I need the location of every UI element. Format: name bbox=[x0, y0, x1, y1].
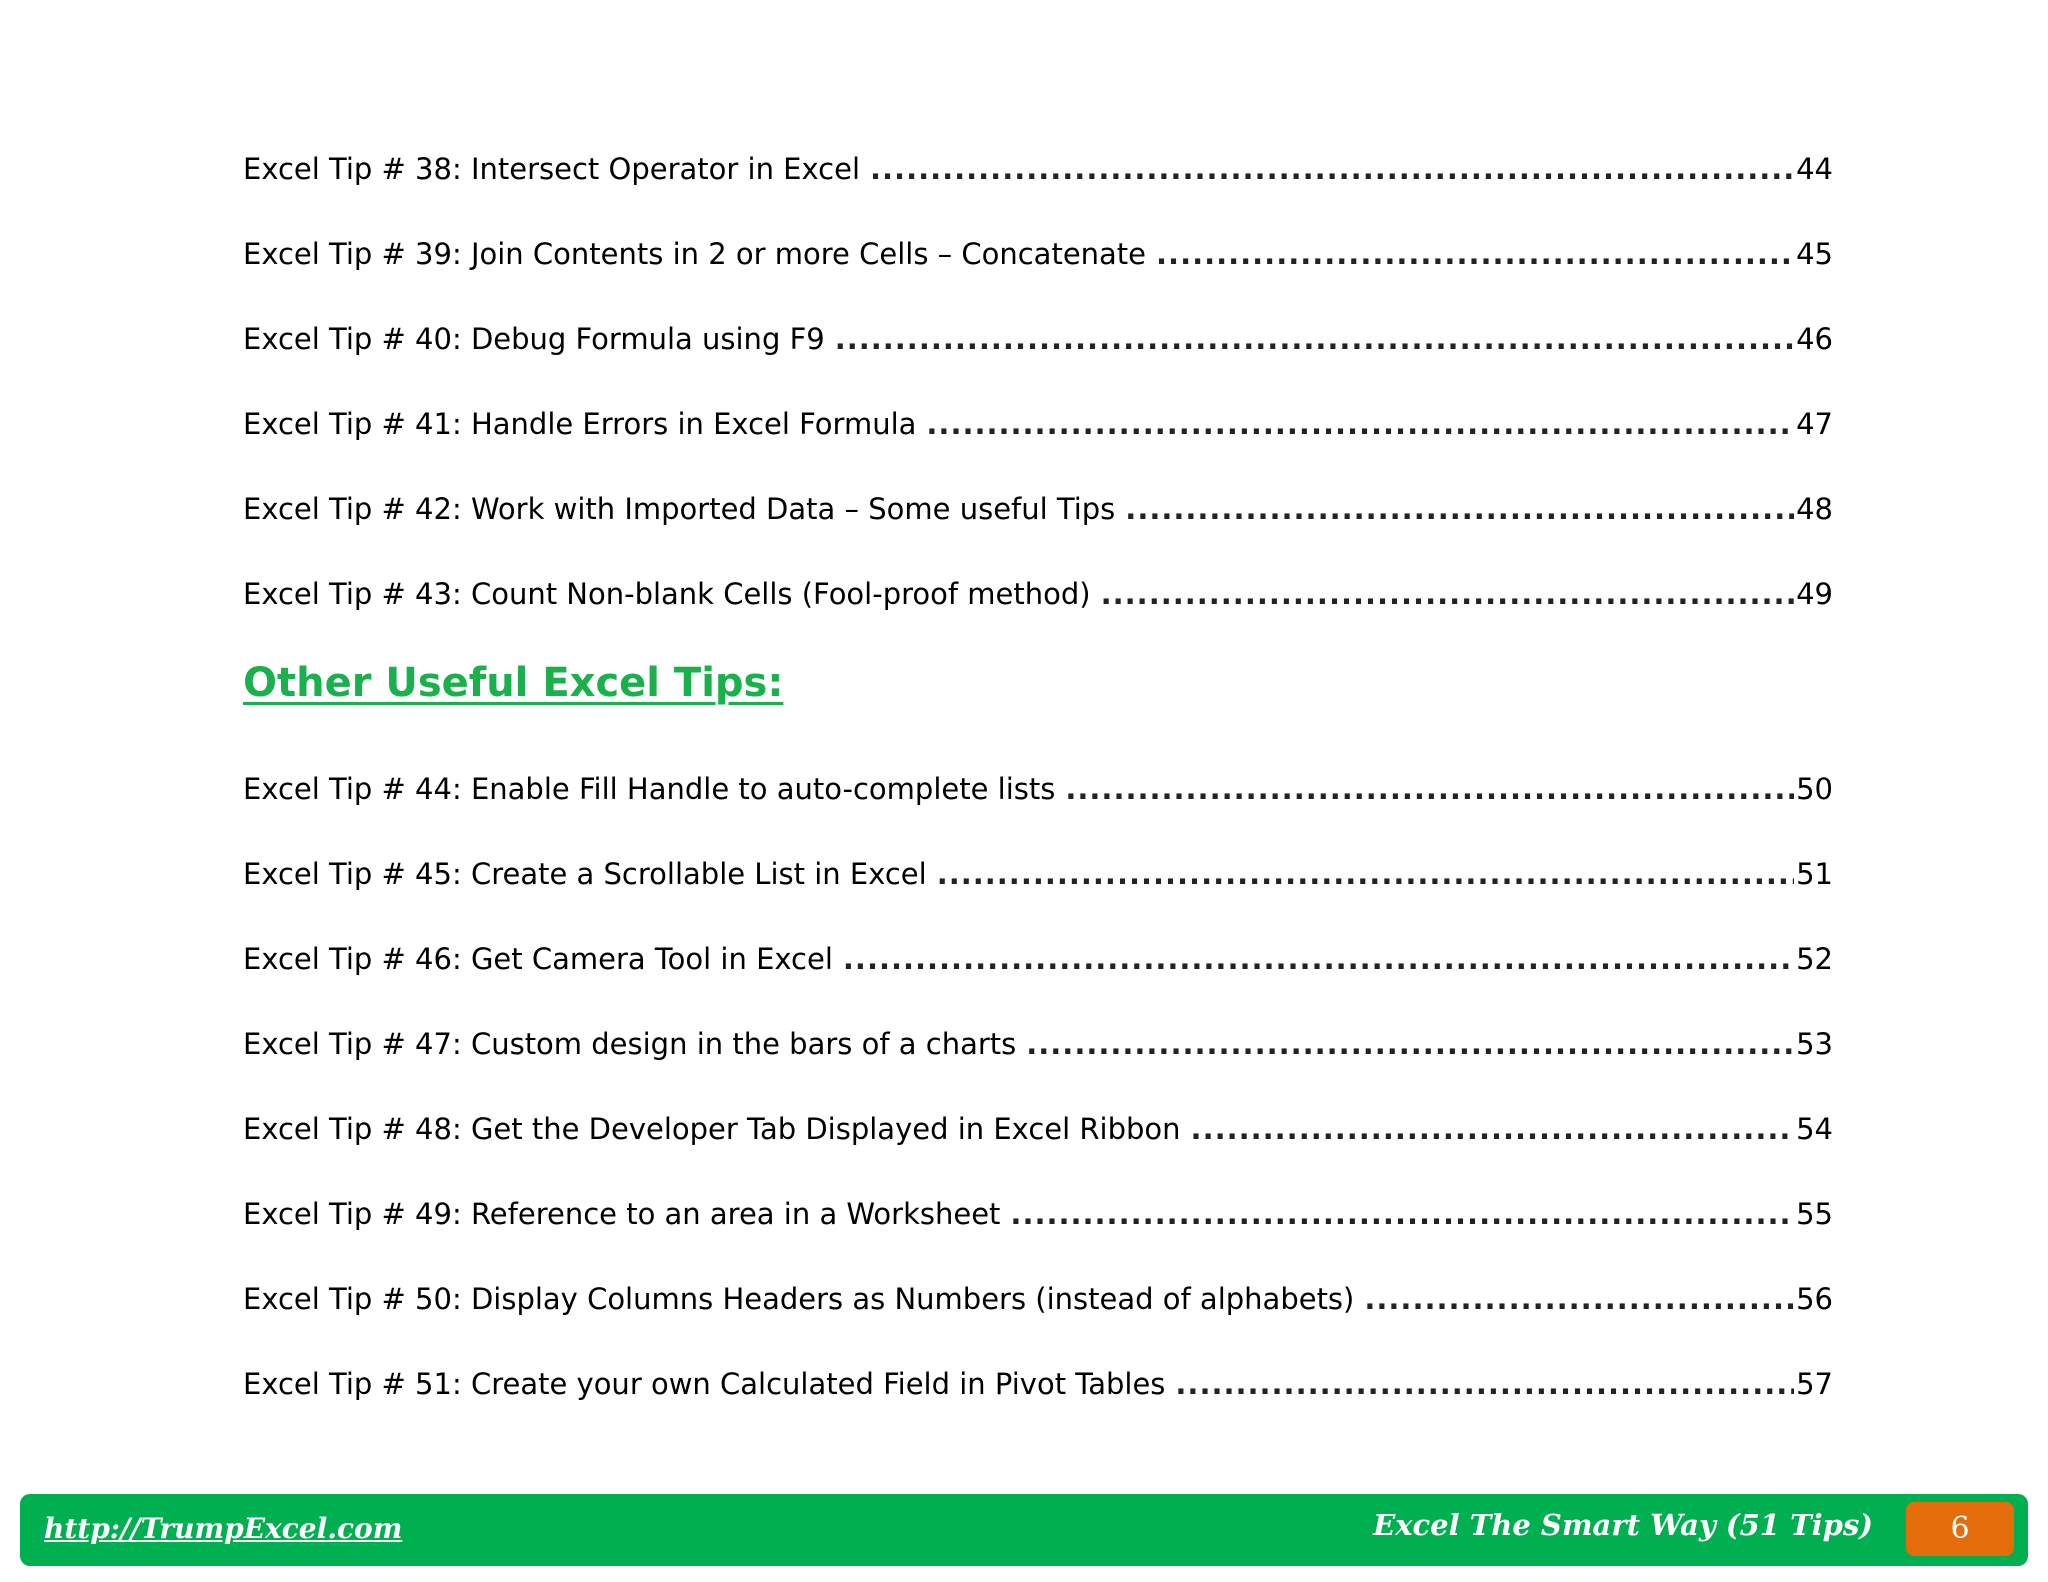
toc-entry-title: Excel Tip # 45: Create a Scrollable List in Excel bbox=[243, 857, 927, 891]
toc-dot-leader bbox=[1364, 1279, 1794, 1319]
toc-entry[interactable] bbox=[243, 939, 1833, 979]
toc-entry[interactable] bbox=[243, 234, 1833, 274]
toc-entry[interactable] bbox=[243, 769, 1833, 809]
toc-entry-title: Excel Tip # 42: Work with Imported Data – Some useful Tips bbox=[243, 492, 1116, 526]
toc-entry[interactable] bbox=[243, 1109, 1833, 1149]
toc-entry-page: 55 bbox=[1796, 1197, 1833, 1231]
toc-entry-title: Excel Tip # 51: Create your own Calculated Field in Pivot Tables bbox=[243, 1367, 1166, 1401]
toc-entry[interactable] bbox=[243, 1194, 1833, 1234]
toc-dot-leader bbox=[1191, 1109, 1795, 1149]
toc-entry-page: 51 bbox=[1796, 857, 1833, 891]
toc-entry[interactable] bbox=[243, 1024, 1833, 1064]
toc-dot-leader bbox=[926, 404, 1794, 444]
toc-entry-title: Excel Tip # 46: Get Camera Tool in Excel bbox=[243, 942, 833, 976]
toc-dot-leader bbox=[835, 319, 1794, 359]
toc-entry[interactable] bbox=[243, 854, 1833, 894]
toc-dot-leader bbox=[1010, 1194, 1794, 1234]
toc-dot-leader bbox=[1026, 1024, 1794, 1064]
toc-dot-leader bbox=[1156, 234, 1794, 274]
toc-entry-page: 47 bbox=[1796, 407, 1833, 441]
toc-entry-title: Excel Tip # 40: Debug Formula using F9 bbox=[243, 322, 825, 356]
toc-dot-leader bbox=[937, 854, 1794, 894]
book-title: Excel The Smart Way (51 Tips) bbox=[1373, 1508, 1873, 1542]
toc-entry-title: Excel Tip # 39: Join Contents in 2 or more Cells – Concatenate bbox=[243, 237, 1147, 271]
toc-entry-page: 50 bbox=[1796, 772, 1833, 806]
toc-entry-title: Excel Tip # 41: Handle Errors in Excel Formula bbox=[243, 407, 917, 441]
toc-entry-title: Excel Tip # 47: Custom design in the bars of a charts bbox=[243, 1027, 1017, 1061]
toc-entry[interactable] bbox=[243, 489, 1833, 529]
toc-dot-leader bbox=[1065, 769, 1794, 809]
toc-dot-leader bbox=[1125, 489, 1794, 529]
toc-entry-page: 49 bbox=[1796, 577, 1833, 611]
toc-dot-leader bbox=[843, 939, 1794, 979]
toc-dot-leader bbox=[1175, 1364, 1794, 1404]
section-heading: Other Useful Excel Tips: bbox=[243, 660, 784, 706]
toc-entry-title: Excel Tip # 50: Display Columns Headers as Numbers (instead of alphabets) bbox=[243, 1282, 1355, 1316]
toc-entry-page: 48 bbox=[1796, 492, 1833, 526]
toc-entry-title: Excel Tip # 48: Get the Developer Tab Displayed in Excel Ribbon bbox=[243, 1112, 1181, 1146]
toc-entry-title: Excel Tip # 43: Count Non-blank Cells (Fool-proof method) bbox=[243, 577, 1091, 611]
toc-entry-page: 52 bbox=[1796, 942, 1833, 976]
toc-entry-title: Excel Tip # 44: Enable Fill Handle to auto-complete lists bbox=[243, 772, 1056, 806]
toc-entry-title: Excel Tip # 49: Reference to an area in a Worksheet bbox=[243, 1197, 1001, 1231]
toc-entry-page: 54 bbox=[1796, 1112, 1833, 1146]
toc-dot-leader bbox=[870, 149, 1794, 189]
toc-entry-title: Excel Tip # 38: Intersect Operator in Excel bbox=[243, 152, 861, 186]
toc-entry-page: 46 bbox=[1796, 322, 1833, 356]
toc-entry-page: 56 bbox=[1796, 1282, 1833, 1316]
toc-entry-page: 53 bbox=[1796, 1027, 1833, 1061]
toc-entry[interactable] bbox=[243, 574, 1833, 614]
toc-entry[interactable] bbox=[243, 149, 1833, 189]
toc-entry[interactable] bbox=[243, 1279, 1833, 1319]
toc-entry-page: 57 bbox=[1796, 1367, 1833, 1401]
toc-entry-page: 45 bbox=[1796, 237, 1833, 271]
toc-entry[interactable] bbox=[243, 1364, 1833, 1404]
toc-entry[interactable] bbox=[243, 319, 1833, 359]
website-link[interactable]: http://TrumpExcel.com bbox=[44, 1512, 403, 1545]
toc-dot-leader bbox=[1101, 574, 1794, 614]
page-number-badge: 6 bbox=[1906, 1502, 2014, 1556]
page-footer bbox=[20, 1494, 2028, 1566]
toc-entry[interactable] bbox=[243, 404, 1833, 444]
toc-entry-page: 44 bbox=[1796, 152, 1833, 186]
